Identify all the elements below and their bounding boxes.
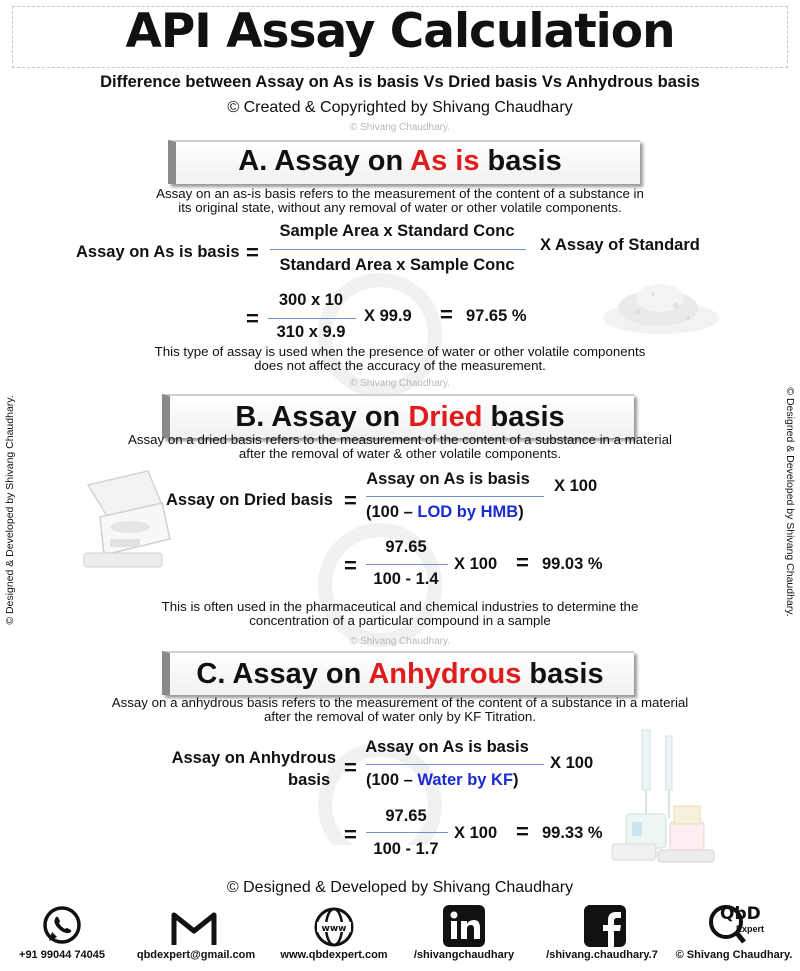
section-c-denominator xyxy=(366,771,519,790)
section-b-formula-label: Assay on Dried basis xyxy=(166,491,333,509)
section-a-heading-highlight: As is xyxy=(410,145,480,177)
section-a-heading-suffix: basis xyxy=(479,145,562,177)
section-c-numerator: Assay on As is basis xyxy=(365,738,529,756)
qbd-logo-sub: Expert xyxy=(736,924,765,934)
copyright-line: © Created & Copyrighted by Shivang Chaudhary xyxy=(227,99,573,116)
section-c-calc-denominator: 100 - 1.7 xyxy=(373,840,439,858)
qbd-logo-text: QbD xyxy=(720,904,761,924)
page-subtitle: Difference between Assay on As is basis Vs Dried basis Vs Anhydrous basis xyxy=(100,73,700,91)
section-a-calc-fraction-line xyxy=(268,318,356,319)
section-c-result: 99.33 % xyxy=(542,824,603,842)
facebook-icon[interactable] xyxy=(584,905,626,947)
section-b-equals: = xyxy=(344,488,357,513)
section-a-note-2: does not affect the accuracy of the measurement. xyxy=(254,358,546,373)
watermark-text: © Shivang Chaudhary. xyxy=(349,122,451,133)
section-c-multiplier: X 100 xyxy=(550,754,594,772)
section-b-heading-prefix: B. Assay on xyxy=(235,401,409,433)
section-a-result-equals: = xyxy=(440,302,453,327)
section-c-desc-1: Assay on a anhydrous basis refers to the measurement of the content of a substance in a material xyxy=(111,695,689,710)
contact-linkedin[interactable]: /shivangchaudhary xyxy=(413,949,515,961)
section-a-equals: = xyxy=(246,240,259,265)
section-b-denominator xyxy=(366,503,524,522)
contact-copyright: © Shivang Chaudhary. xyxy=(675,949,793,961)
section-b-denominator-prefix: (100 – xyxy=(366,503,418,521)
section-c-heading-suffix: basis xyxy=(521,658,604,690)
linkedin-icon[interactable] xyxy=(443,905,485,947)
section-b-note-1: This is often used in the pharmaceutical and chemical industries to determine the xyxy=(161,599,639,614)
watermark-text: © Shivang Chaudhary. xyxy=(349,378,451,389)
section-a-calc-numerator: 300 x 10 xyxy=(278,291,344,309)
section-b-denominator-highlight: LOD by HMB xyxy=(417,503,519,521)
section-b-heading-suffix: basis xyxy=(482,401,565,433)
qbd-logo-icon[interactable] xyxy=(706,902,766,950)
section-a-desc-1: Assay on an as-is basis refers to the measurement of the content of a substance in xyxy=(156,186,644,201)
section-b-heading-highlight: Dried xyxy=(408,401,483,433)
section-c-heading xyxy=(0,658,800,691)
footer-credit: © Designed & Developed by Shivang Chaudhary xyxy=(226,879,574,896)
section-b-calc-equals: = xyxy=(344,553,357,578)
section-a-calc-equals: = xyxy=(246,306,259,331)
section-a-calc-multiplier: X 99.9 xyxy=(364,307,412,325)
section-b-desc-1: Assay on a dried basis refers to the measurement of the content of a substance in a material xyxy=(128,432,672,447)
section-b-denominator-suffix: ) xyxy=(518,503,524,521)
kf-titrator-illustration xyxy=(608,726,718,866)
section-c-calc-equals: = xyxy=(344,822,357,847)
powder-illustration xyxy=(598,272,724,338)
globe-icon[interactable] xyxy=(312,905,356,949)
section-b-result: 99.03 % xyxy=(542,555,603,573)
contact-email[interactable]: qbdexpert@gmail.com xyxy=(136,949,256,961)
section-c-denominator-highlight: Water by KF xyxy=(417,771,514,789)
gmail-icon[interactable] xyxy=(170,909,218,947)
section-a-denominator: Standard Area x Sample Conc xyxy=(279,256,515,274)
svg-text:www: www xyxy=(321,924,347,934)
section-c-denominator-suffix: ) xyxy=(513,771,519,789)
section-c-heading-highlight: Anhydrous xyxy=(368,658,522,690)
section-c-calc-numerator: 97.65 xyxy=(385,807,427,825)
section-c-equals: = xyxy=(344,755,357,780)
page-title: API Assay Calculation xyxy=(125,4,675,59)
section-c-calc-fraction-line xyxy=(366,832,448,833)
section-c-desc-2: after the removal of water only by KF Titration. xyxy=(264,709,536,724)
side-credit-right: © Designed & Developed by Shivang Chaudhary. xyxy=(784,387,796,617)
contact-facebook[interactable]: /shivang.chaudhary.7 xyxy=(546,949,658,961)
section-a-result: 97.65 % xyxy=(466,307,527,325)
contact-website[interactable]: www.qbdexpert.com xyxy=(280,949,388,961)
section-c-result-equals: = xyxy=(516,819,529,844)
section-a-multiplier: X Assay of Standard xyxy=(540,236,700,254)
section-a-heading xyxy=(0,145,800,178)
section-a-calc-denominator: 310 x 9.9 xyxy=(276,323,346,341)
watermark-text: © Shivang Chaudhary. xyxy=(349,636,451,647)
section-b-note-2: concentration of a particular compound in a sample xyxy=(249,613,551,628)
section-b-result-equals: = xyxy=(516,550,529,575)
section-b-numerator: Assay on As is basis xyxy=(366,470,530,488)
side-credit-left: © Designed & Developed by Shivang Chaudhary. xyxy=(4,395,16,625)
section-b-fraction-line xyxy=(366,496,544,497)
section-b-multiplier: X 100 xyxy=(554,477,598,495)
section-b-calc-fraction-line xyxy=(366,564,448,565)
section-b-calc-numerator: 97.65 xyxy=(385,538,427,556)
section-b-calc-multiplier: X 100 xyxy=(454,555,498,573)
section-c-formula-label-1: Assay on Anhydrous xyxy=(171,749,336,767)
section-a-fraction-line xyxy=(270,249,526,250)
section-c-heading-prefix: C. Assay on xyxy=(196,658,369,690)
section-a-numerator: Sample Area x Standard Conc xyxy=(279,222,515,240)
section-a-formula-label: Assay on As is basis xyxy=(76,243,240,261)
section-a-note-1: This type of assay is used when the presence of water or other volatile components xyxy=(154,344,646,359)
section-b-heading xyxy=(0,401,800,434)
section-c-denominator-prefix: (100 – xyxy=(366,771,418,789)
section-c-formula-label-2: basis xyxy=(288,771,331,789)
section-b-desc-2: after the removal of water & other volatile components. xyxy=(238,446,562,461)
moisture-analyzer-illustration xyxy=(70,465,174,575)
section-b-calc-denominator: 100 - 1.4 xyxy=(373,570,439,588)
section-a-heading-prefix: A. Assay on xyxy=(238,145,411,177)
whatsapp-icon[interactable] xyxy=(40,905,84,949)
contact-phone[interactable]: +91 99044 74045 xyxy=(19,949,105,961)
section-c-calc-multiplier: X 100 xyxy=(454,824,498,842)
section-a-desc-2: its original state, without any removal of water or other volatile components. xyxy=(178,200,622,215)
section-c-fraction-line xyxy=(366,764,544,765)
